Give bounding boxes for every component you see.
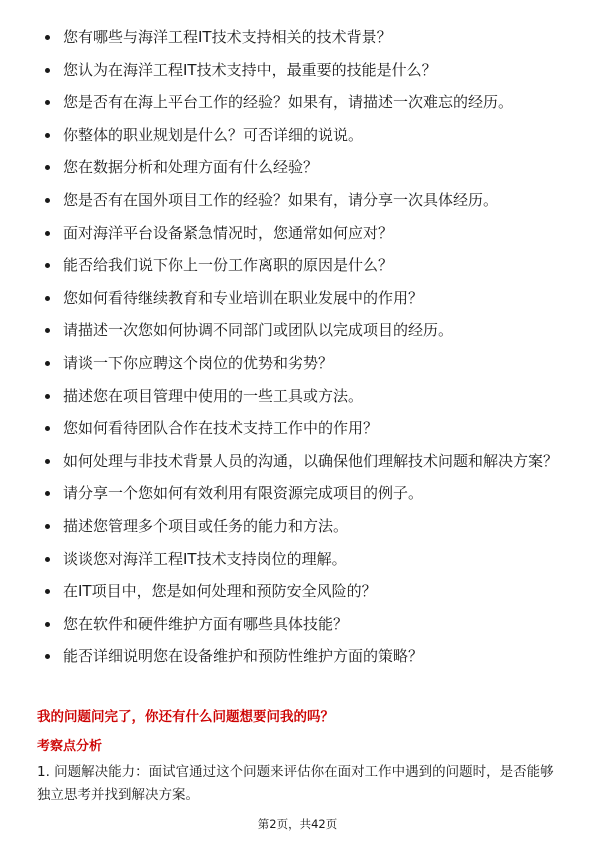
question-text: 描述您在项目管理中使用的一些工具或方法。: [63, 386, 364, 405]
question-item: [42, 384, 562, 408]
question-item: [42, 644, 562, 668]
bullet-icon: [45, 459, 50, 464]
question-text: 谈谈您对海洋工程IT技术支持岗位的理解。: [63, 549, 347, 568]
question-item: [42, 221, 562, 245]
question-item: [42, 514, 562, 538]
bullet-icon: [45, 328, 50, 333]
question-item: [42, 579, 562, 603]
question-text: 请分享一个您如何有效利用有限资源完成项目的例子。: [63, 484, 424, 503]
bullet-icon: [45, 361, 50, 366]
question-text: 能否详细说明您在设备维护和预防性维护方面的策略？: [63, 647, 424, 666]
question-text: 在IT项目中，您是如何处理和预防安全风险的？: [63, 582, 377, 601]
bullet-icon: [45, 524, 50, 529]
bullet-icon: [45, 198, 50, 203]
bullet-icon: [45, 263, 50, 268]
question-text: 您在数据分析和处理方面有什么经验？: [63, 158, 319, 177]
bullet-icon: [45, 296, 50, 301]
bullet-icon: [45, 165, 50, 170]
question-item: [42, 547, 562, 571]
bullet-icon: [45, 394, 50, 399]
question-text: 您如何看待团队合作在技术支持工作中的作用？: [63, 419, 379, 438]
question-text: 您认为在海洋工程IT技术支持中，最重要的技能是什么？: [63, 60, 437, 79]
question-text: 面对海洋平台设备紧急情况时，您通常如何应对？: [63, 223, 394, 242]
question-list: [42, 25, 562, 677]
analysis-text: 1. 问题解决能力：面试官通过这个问题来评估你在面对工作中遇到的问题时，是否能够独立思考并找到解决方案。: [37, 764, 554, 803]
question-text: 您是否有在国外项目工作的经验？如果有，请分享一次具体经历。: [63, 190, 499, 209]
bullet-icon: [45, 491, 50, 496]
question-item: [42, 449, 562, 473]
question-text: 你整体的职业规划是什么？可否详细的说说。: [63, 125, 364, 144]
question-item: [42, 123, 562, 147]
analysis-heading: 考察点分析: [37, 739, 103, 754]
question-item: [42, 481, 562, 505]
question-text: 您在软件和硬件维护方面有哪些具体技能？: [63, 614, 349, 633]
question-text: 能否给我们说下你上一份工作离职的原因是什么？: [63, 256, 394, 275]
question-text: 您如何看待继续教育和专业培训在职业发展中的作用？: [63, 288, 424, 307]
question-item: [42, 612, 562, 636]
closing-question: 我的问题问完了，你还有什么问题想要问我的吗？: [37, 709, 334, 725]
question-item: [42, 188, 562, 212]
bullet-icon: [45, 68, 50, 73]
question-item: [42, 90, 562, 114]
question-item: [42, 25, 562, 49]
question-text: 描述您管理多个项目或任务的能力和方法。: [63, 516, 349, 535]
question-item: [42, 351, 562, 375]
bullet-icon: [45, 133, 50, 138]
question-text: 如何处理与非技术背景人员的沟通，以确保他们理解技术问题和解决方案？: [63, 451, 559, 470]
question-item: [42, 155, 562, 179]
question-item: [42, 286, 562, 310]
question-text: 请谈一下你应聘这个岗位的优势和劣势？: [63, 353, 334, 372]
bullet-icon: [45, 426, 50, 431]
bullet-icon: [45, 557, 50, 562]
question-item: [42, 253, 562, 277]
question-item: [42, 416, 562, 440]
bullet-icon: [45, 100, 50, 105]
question-text: 您有哪些与海洋工程IT技术支持相关的技术背景？: [63, 28, 392, 46]
bullet-icon: [45, 654, 50, 659]
bullet-icon: [45, 589, 50, 594]
bullet-icon: [45, 622, 50, 627]
bullet-icon: [45, 35, 50, 40]
question-item: [42, 58, 562, 82]
question-text: 您是否有在海上平台工作的经验？如果有，请描述一次难忘的经历。: [63, 93, 514, 112]
question-text: 请描述一次您如何协调不同部门或团队以完成项目的经历。: [63, 321, 454, 340]
bullet-icon: [45, 231, 50, 236]
page-footer: 第2页，共42页: [257, 817, 338, 831]
question-item: [42, 318, 562, 342]
